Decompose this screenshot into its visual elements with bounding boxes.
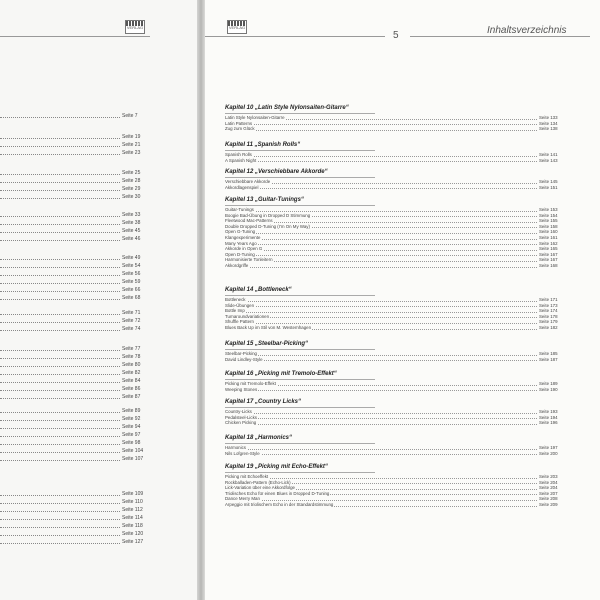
entry-page: Seite 109 [122, 491, 144, 497]
left-toc-entry [0, 455, 150, 463]
entry-page: Seite 110 [122, 499, 143, 505]
entry-title: Guitar-Tunings [225, 207, 254, 212]
entry-page: Seite 68 [122, 295, 141, 301]
entry-page: Seite 127 [122, 539, 144, 545]
entry-page: Seite 138 [539, 126, 558, 132]
toc-entry [225, 502, 565, 508]
entry-page: Seite 82 [122, 370, 141, 376]
left-toc-entry [0, 439, 150, 447]
left-toc-entry [0, 211, 150, 219]
left-toc-entry [0, 185, 150, 193]
entry-title: Blues Back Up im Stil von M. Westernhagen [225, 324, 312, 330]
left-page [0, 0, 197, 600]
chapter-title: Kapitel 10 „Latin Style Nylonsaiten-Gitarre“ [225, 105, 349, 111]
chapter-title: Kapitel 17 „Country Licks“ [225, 399, 302, 405]
left-toc-entry [0, 538, 150, 546]
entry-page: Seite 171 [539, 297, 558, 302]
left-toc-entry [0, 278, 150, 286]
entry-page: Seite 78 [122, 354, 141, 360]
left-toc-entry [0, 345, 150, 353]
chapter-title: Kapitel 15 „Steelbar-Picking“ [225, 341, 309, 347]
toc-chapter [225, 286, 565, 331]
entry-page: Seite 29 [122, 186, 141, 192]
left-toc-entry [0, 447, 150, 455]
toc-entry [225, 420, 565, 426]
entry-title: Zug zum Glück [225, 126, 255, 132]
chapter-title: Kapitel 12 „Verschiebbare Akkorde“ [225, 169, 328, 175]
entry-page: Seite 143 [539, 157, 558, 163]
toc-entry [225, 387, 565, 393]
entry-page: Seite 38 [122, 220, 141, 226]
entry-title: Triolisches Echo für einen Blues in Dropped D-Tuning [225, 490, 330, 496]
book-gutter [197, 0, 205, 600]
entry-title: Many Years Ago [225, 240, 257, 246]
entry-page: Seite 161 [539, 234, 558, 240]
header-rule [205, 36, 385, 37]
entry-page: Seite 151 [539, 184, 558, 190]
entry-page: Seite 46 [122, 236, 141, 242]
entry-title: Latin Style Nylonsaiten-Gitarre [225, 115, 285, 120]
entry-title: Pedalsteel-Licks [225, 414, 257, 420]
left-toc-entry [0, 294, 150, 302]
left-toc-entry [0, 415, 150, 423]
entry-page: Seite 204 [539, 485, 558, 491]
chapter-title: Kapitel 13 „Guitar-Tunings“ [225, 197, 304, 203]
entry-page: Seite 153 [539, 207, 558, 212]
left-toc-entry [0, 393, 150, 401]
entry-page: Seite 84 [122, 378, 141, 384]
entry-page: Seite 19 [122, 134, 141, 140]
entry-page: Seite 197 [539, 445, 558, 450]
entry-page: Seite 160 [539, 229, 558, 235]
entry-title: Country-Licks [225, 409, 252, 414]
toc-entry [225, 158, 565, 164]
toc-chapter [225, 141, 565, 163]
entry-title: Open G-Tuning [225, 229, 256, 235]
entry-page: Seite 77 [122, 346, 141, 352]
entry-page: Seite 112 [122, 507, 143, 513]
entry-title: A Spanish Night [225, 157, 257, 163]
entry-page: Seite 114 [122, 515, 143, 521]
left-toc-entry [0, 423, 150, 431]
toc-chapter [225, 434, 565, 456]
entry-page: Seite 174 [539, 308, 558, 314]
toc-chapter [225, 398, 565, 426]
header-rule [410, 36, 590, 37]
entry-page: Seite 194 [539, 414, 558, 420]
entry-page: Seite 134 [539, 120, 558, 126]
entry-page: Seite 187 [539, 356, 558, 362]
entry-page: Seite 25 [122, 170, 141, 176]
entry-page: Seite 45 [122, 228, 141, 234]
entry-title: Nils Lofgren-Style [225, 450, 260, 456]
entry-page: Seite 30 [122, 194, 141, 200]
page-number: 5 [393, 30, 399, 41]
left-toc-entry [0, 262, 150, 270]
entry-page: Seite 94 [122, 424, 141, 430]
publisher-logo: VERLAG [227, 20, 247, 34]
entry-page: Seite 107 [122, 456, 144, 462]
entry-title: Steelbar-Picking [225, 351, 257, 356]
entry-title: Open D-Tuning [225, 251, 255, 257]
entry-title: Verschiebbare Akkorde [225, 179, 271, 184]
toc-entry [225, 126, 565, 132]
entry-title: Rockballaden-Pattern (Echo-Lick) [225, 479, 291, 485]
left-toc-entry [0, 133, 150, 141]
toc-entry [225, 263, 565, 269]
entry-page: Seite 141 [539, 152, 558, 157]
entry-page: Seite 97 [122, 432, 141, 438]
entry-page: Seite 59 [122, 279, 141, 285]
entry-page: Seite 23 [122, 150, 141, 156]
toc-chapter [225, 340, 565, 362]
entry-page: Seite 193 [539, 409, 558, 414]
entry-page: Seite 158 [539, 223, 558, 229]
entry-title: Shuffle Pattern [225, 319, 254, 325]
entry-title: Lick-Variation über eine Akkordfolge [225, 485, 295, 491]
toc-entry [225, 357, 565, 363]
entry-page: Seite 155 [539, 218, 558, 224]
entry-page: Seite 200 [539, 450, 558, 456]
chapter-title: Kapitel 18 „Harmonics“ [225, 435, 293, 441]
entry-title: Spanish Rolls [225, 152, 252, 157]
entry-page: Seite 54 [122, 263, 141, 269]
entry-page: Seite 207 [539, 490, 558, 496]
toc-entry [225, 185, 565, 191]
left-toc-entry [0, 141, 150, 149]
entry-title: Akkordlagenspiel [225, 184, 259, 190]
left-toc-entry [0, 530, 150, 538]
entry-page: Seite 104 [122, 448, 144, 454]
chapter-title: Kapitel 16 „Picking mit Tremolo-Effekt“ [225, 371, 337, 377]
toc-chapter [225, 370, 565, 392]
entry-page: Seite 208 [539, 496, 558, 502]
entry-page: Seite 145 [539, 179, 558, 184]
left-toc-entry [0, 177, 150, 185]
entry-title: Picking mit Tremolo-Effekt [225, 381, 276, 386]
left-toc-entry [0, 309, 150, 317]
entry-page: Seite 66 [122, 287, 141, 293]
left-toc-entry [0, 254, 150, 262]
left-toc-entry [0, 227, 150, 235]
left-toc-entry [0, 286, 150, 294]
entry-title: Double Dropped D-Tuning (I'm On My Way) [225, 223, 310, 229]
left-toc-entry [0, 219, 150, 227]
left-toc-entry [0, 498, 150, 506]
entry-page: Seite 196 [539, 420, 558, 426]
left-toc-entry [0, 112, 150, 120]
entry-title: Slide-Übungen [225, 302, 255, 308]
entry-title: Akkordgriffe [225, 262, 249, 268]
entry-page: Seite 98 [122, 440, 141, 446]
entry-page: Seite 168 [539, 262, 558, 268]
entry-page: Seite 154 [539, 212, 558, 218]
toc-chapter [225, 463, 565, 508]
entry-title: Turnaroundvariationen [225, 313, 270, 319]
entry-page: Seite 56 [122, 271, 141, 277]
entry-title: Boogie Bad-Übung in Dropped D Stimmung [225, 212, 311, 218]
entry-page: Seite 86 [122, 386, 141, 392]
entry-page: Seite 120 [122, 531, 144, 537]
left-toc-entry [0, 361, 150, 369]
left-toc-entry [0, 369, 150, 377]
entry-page: Seite 49 [122, 255, 141, 261]
entry-title: Fleetwood Mac-Patterns [225, 218, 273, 224]
left-toc-entry [0, 317, 150, 325]
entry-page: Seite 80 [122, 362, 141, 368]
entry-page: Seite 179 [539, 319, 558, 325]
entry-title: Arpeggio mit triolischem Echo in der Standardstimmung [225, 501, 334, 507]
chapter-title: Kapitel 11 „Spanish Rolls“ [225, 142, 301, 148]
entry-title: Dance Merry Man [225, 496, 260, 502]
entry-title: Bottle Imp [225, 308, 245, 314]
right-page [205, 0, 600, 600]
chapter-title: Kapitel 19 „Picking mit Echo-Effekt“ [225, 464, 328, 470]
entry-page: Seite 178 [539, 313, 558, 319]
entry-page: Seite 190 [539, 386, 558, 392]
left-toc-entry [0, 431, 150, 439]
entry-page: Seite 162 [539, 240, 558, 246]
chapter-title: Kapitel 14 „Bottleneck“ [225, 287, 292, 293]
toc-chapter [225, 168, 565, 190]
entry-title: Akkorde in Open G [225, 246, 263, 252]
left-toc-entry [0, 149, 150, 157]
left-toc-entry [0, 235, 150, 243]
entry-page: Seite 203 [539, 474, 558, 479]
entry-title: David Lindley-Style [225, 356, 263, 362]
entry-page: Seite 167 [539, 257, 558, 263]
left-toc-entry [0, 353, 150, 361]
entry-page: Seite 21 [122, 142, 141, 148]
entry-page: Seite 28 [122, 178, 141, 184]
toc-chapter [225, 196, 565, 269]
entry-page: Seite 74 [122, 326, 141, 332]
entry-page: Seite 7 [122, 113, 138, 119]
entry-page: Seite 209 [539, 501, 558, 507]
entry-page: Seite 189 [539, 381, 558, 386]
entry-page: Seite 133 [539, 115, 558, 120]
entry-title: Harmonisierte Tonleitern [225, 257, 273, 263]
left-toc-entry [0, 407, 150, 415]
left-toc-entry [0, 506, 150, 514]
left-toc-entry [0, 522, 150, 530]
left-toc-entry [0, 193, 150, 201]
toc-entry [225, 325, 565, 331]
toc-entry [225, 451, 565, 457]
entry-page: Seite 167 [539, 251, 558, 257]
entry-title: Klangexperimente [225, 234, 261, 240]
entry-title: Harmonics [225, 445, 246, 450]
publisher-logo: VERLAG [125, 20, 145, 34]
entry-page: Seite 118 [122, 523, 143, 529]
entry-title: Chicken Picking [225, 420, 257, 426]
section-title: Inhaltsverzeichnis [487, 25, 567, 36]
entry-page: Seite 182 [539, 324, 558, 330]
entry-page: Seite 185 [539, 351, 558, 356]
entry-page: Seite 87 [122, 394, 141, 400]
entry-page: Seite 72 [122, 318, 141, 324]
entry-page: Seite 173 [539, 302, 558, 308]
entry-title: Weeping Stones [225, 386, 258, 392]
entry-page: Seite 92 [122, 416, 141, 422]
header-rule [0, 36, 150, 37]
left-toc-entry [0, 385, 150, 393]
left-toc-entry [0, 377, 150, 385]
entry-title: Latin Patterns [225, 120, 253, 126]
entry-page: Seite 165 [539, 246, 558, 252]
left-toc-entry [0, 169, 150, 177]
left-toc-entry [0, 325, 150, 333]
toc-chapter [225, 104, 565, 132]
entry-page: Seite 71 [122, 310, 141, 316]
entry-page: Seite 89 [122, 408, 141, 414]
entry-page: Seite 204 [539, 479, 558, 485]
entry-title: Picking mit Echoeffekt [225, 474, 269, 479]
left-toc-entry [0, 270, 150, 278]
left-toc-entry [0, 514, 150, 522]
left-toc-entry [0, 490, 150, 498]
entry-title: Bottleneck [225, 297, 246, 302]
entry-page: Seite 33 [122, 212, 141, 218]
